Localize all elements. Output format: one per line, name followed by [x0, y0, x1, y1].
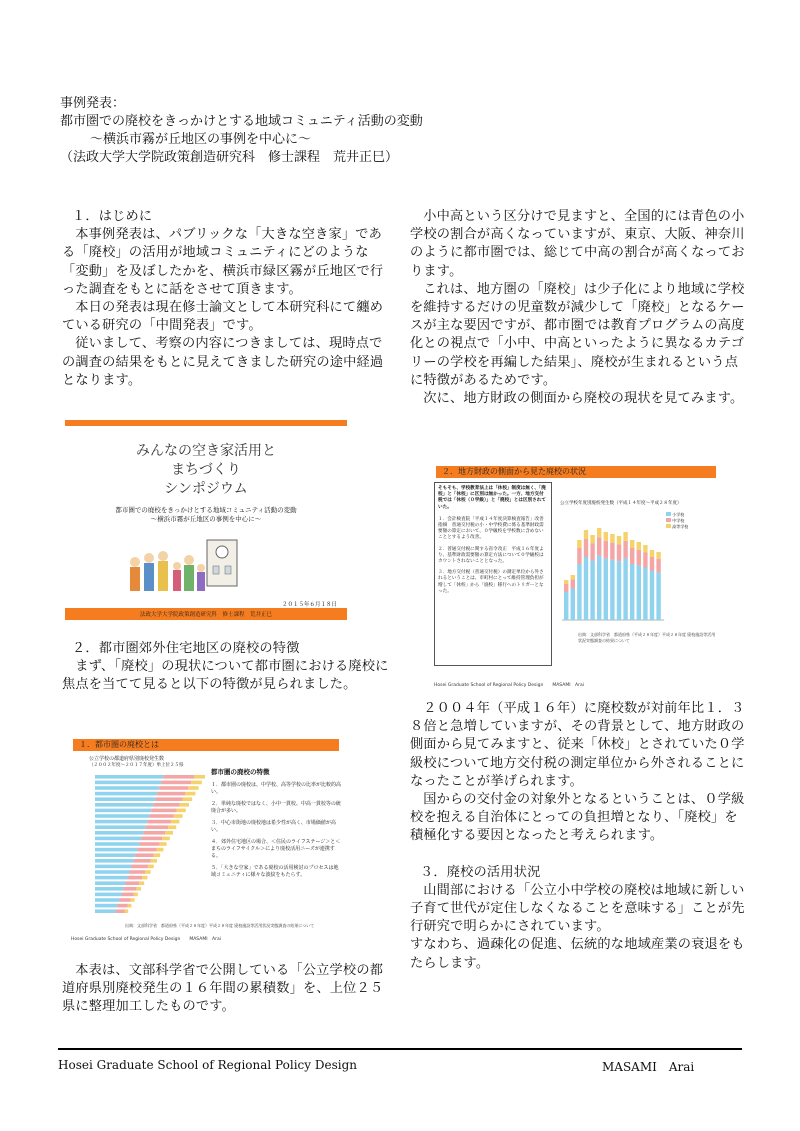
- chart-bar-segment: [159, 786, 188, 790]
- chart-bar-segment: [95, 814, 149, 818]
- chart-bar-segment: [122, 893, 134, 897]
- chart-bar-segment: [145, 870, 151, 874]
- slide-local-finance: [428, 462, 724, 692]
- chart-bar-segment: [590, 561, 594, 621]
- chart-bar-segment: [95, 909, 116, 913]
- chart-bar-segment: [137, 848, 156, 852]
- family-illustration: [125, 532, 245, 596]
- slide-title-line: シンポジウム: [164, 481, 248, 497]
- chart-bar-segment: [617, 561, 621, 620]
- chart-bar-segment: [131, 898, 135, 902]
- paragraph: 小中高という区分けで見ますと、全国的には青色の小学校の割合が高くなっていますが、東京、大阪、神奈川のように都市圏では、総じて中高の割合が高くなっております。: [410, 209, 745, 279]
- chart-bar-segment: [584, 557, 588, 620]
- section-heading-2: ２．都市圏郊外住宅地区の廃校の特徴: [72, 641, 300, 656]
- chart-bar-segment: [180, 803, 189, 807]
- chart-bar-segment: [95, 848, 137, 852]
- yearly-closures-chart: [558, 510, 718, 630]
- chart-bar-segment: [656, 572, 660, 620]
- chart-bar-segment: [127, 876, 142, 880]
- header-label: 事例発表：: [60, 96, 126, 111]
- chart-bar-segment: [95, 775, 163, 779]
- chart-bar-segment: [157, 792, 185, 796]
- section-heading-3: ３．廃校の活用状況: [420, 864, 541, 880]
- slide-source: 出典：文部科学省 都道府県（平成２８年度）平成２８年度 廃校施設等活用状況実態調査の結果について: [578, 632, 716, 643]
- prefecture-closures-chart: [73, 771, 213, 923]
- chart-bar-segment: [564, 592, 568, 620]
- chart-title: 公立学校年度別廃校発生数（平成１４年度〜平成２８年度）: [560, 501, 682, 506]
- paper-title: 都市圏での廃校をきっかけとする地域コミュニティ活動の変動: [60, 114, 423, 129]
- slide-symposium-title: [65, 420, 347, 620]
- chart-bar-segment: [577, 548, 581, 564]
- finance-item: ３．地方交付税（普通交付税）の測定単位から外されるということは、市町村にとって維持管理負担が増して「休校」から「廃校」移行へのトリガーとなった。: [438, 570, 544, 594]
- paragraph: 本事例発表は、パブリックな「大きな空き家」である「廃校」の活用が地域コミュニティにどのような「変動」を及ぼしたかを、横浜市緑区霧が丘地区で行った調査をもとに話をさせて頂きます。: [62, 227, 384, 297]
- chart-bar-segment: [141, 837, 162, 841]
- slide-date: ２０１５年６月１８日: [281, 602, 337, 608]
- right-column-bottom: [410, 700, 748, 973]
- chart-bar-segment: [95, 792, 157, 796]
- chart-bar-segment: [590, 544, 594, 561]
- chart-bar-segment: [126, 881, 140, 885]
- paragraph: すなわち、過疎化の促進、伝統的な地域産業の衰退をもたらします。: [410, 937, 745, 971]
- chart-bar-segment: [590, 535, 594, 544]
- chart-bar-segment: [163, 775, 194, 779]
- chart-bar-segment: [630, 564, 634, 620]
- left-column-bottom: [62, 962, 392, 1017]
- chart-bar-segment: [162, 837, 169, 841]
- chart-bar-segment: [153, 803, 179, 807]
- chart-bar-segment: [139, 881, 144, 885]
- right-column: [410, 208, 748, 408]
- chart-bar-segment: [584, 539, 588, 557]
- finance-intro: そもそも、学校教育法上は「休校」制度は無く、「廃校」と「休校」に区別は無かった。一方、地方交付税では「休校（０学級）」と「廃校」とは区別されていた。: [438, 486, 546, 510]
- feature-item: ５．「大きな空家」である廃校の活用検討のプロセスは地域コミュニティに様々な波紋をもたらす。: [211, 865, 339, 878]
- section-heading-1: １．はじめに: [72, 209, 153, 224]
- chart-bar-segment: [95, 809, 151, 813]
- chart-bar-segment: [135, 853, 153, 857]
- slide-top-bar: [65, 420, 347, 426]
- chart-bar-segment: [129, 870, 145, 874]
- chart-bar-segment: [145, 825, 168, 829]
- legend-item: 中学校: [672, 518, 685, 523]
- chart-bar-segment: [95, 781, 161, 785]
- chart-bar-segment: [95, 859, 133, 863]
- chart-bar-segment: [133, 859, 150, 863]
- chart-bar-segment: [95, 904, 118, 908]
- chart-bar-segment: [168, 825, 176, 829]
- chart-bar-segment: [171, 820, 179, 824]
- chart-subtitle: （２００２年度〜２０１７年度）単上位２５県: [89, 763, 184, 768]
- chart-bar-segment: [630, 540, 634, 548]
- chart-bar-segment: [650, 557, 654, 571]
- chart-bar-segment: [95, 887, 124, 891]
- chart-bar-segment: [95, 803, 153, 807]
- left-column: [62, 208, 390, 390]
- chart-bar-segment: [174, 814, 183, 818]
- footer-institution: Hosei Graduate School of Regional Policy Design: [58, 1058, 357, 1072]
- paper-author: （法政大学大学院政策創造研究科 修士課程 荒井正巳）: [60, 150, 399, 165]
- chart-bar-segment: [564, 584, 568, 592]
- chart-bar-segment: [188, 786, 198, 790]
- paragraph: まず、「廃校」の現状について都市圏における廃校に焦点を当てて見ると以下の特徴が見られました。: [62, 659, 389, 693]
- chart-bar-segment: [154, 853, 161, 857]
- chart-bar-segment: [182, 797, 192, 801]
- chart-bar-segment: [95, 831, 143, 835]
- chart-bar-segment: [95, 865, 131, 869]
- chart-bar-segment: [95, 837, 141, 841]
- slide-title-line: まちづくり: [171, 462, 241, 478]
- paragraph: 次に、地方財政の側面から廃校の現状を見てみます。: [423, 391, 744, 407]
- chart-bar-segment: [95, 876, 127, 880]
- chart-bar-segment: [148, 865, 154, 869]
- chart-bar-segment: [177, 809, 186, 813]
- slide-subtitle: 〜横浜市霧が丘地区の事例を中心に〜: [150, 515, 262, 523]
- chart-bar-segment: [95, 786, 159, 790]
- slide-section-bar: １．都市圏の廃校とは: [73, 739, 339, 751]
- chart-bar-segment: [656, 559, 660, 573]
- chart-bar-segment: [120, 898, 131, 902]
- chart-bar-segment: [571, 575, 575, 580]
- chart-bar-segment: [128, 904, 132, 908]
- chart-title: 公立学校の都道府県別廃校発生数: [89, 756, 165, 762]
- legend-item: 高等学校: [672, 524, 689, 529]
- chart-bar-segment: [564, 580, 568, 584]
- chart-bar-segment: [116, 909, 125, 913]
- paragraph: 本表は、文部科学省で公開している「公立学校の都道府県別廃校発生の１６年間の累積数」を、上位２５県に整理加工したものです。: [62, 963, 384, 1015]
- chart-bar-segment: [623, 558, 627, 620]
- chart-bar-segment: [597, 528, 601, 537]
- paragraph: 国からの交付金の対象外となるということは、０学級校を抱える自治体にとっての負担増となり、「廃校」を積極化する要因となったと考えられます。: [410, 792, 745, 844]
- chart-bar-segment: [165, 831, 173, 835]
- feature-item: ４．郊外住宅地区の場合、＜住民のライフステージ＞と＜まちのライフサイクル＞により廃校活用ニーズが連携する。: [211, 839, 341, 859]
- chart-bar-segment: [95, 853, 135, 857]
- slide-footer: Hosei Graduate School of Regional Policy Design MASAMI Arai: [71, 937, 221, 942]
- chart-bar-segment: [155, 797, 182, 801]
- left-column-section-2: [62, 640, 392, 695]
- chart-bar-segment: [95, 881, 126, 885]
- chart-bar-segment: [650, 571, 654, 620]
- paragraph: 従いまして、考察の内容につきましては、現時点での調査の結果をもとに見えてきました研究の途中経過となります。: [62, 336, 384, 388]
- chart-bar-segment: [643, 568, 647, 621]
- paragraph: ２００４年（平成１６年）に廃校数が対前年比１．３８倍と急増していますが、その背景として、地方財政の側面から見てみますと、従来「休校」とされていた０学級校について地方交付税の測定単位から外されることになったことが挙げられます。: [410, 701, 745, 789]
- chart-bar-segment: [597, 556, 601, 620]
- chart-bar-segment: [604, 541, 608, 559]
- chart-bar-segment: [191, 781, 202, 785]
- slide-urban-school-closures: [65, 735, 347, 945]
- chart-bar-segment: [610, 543, 614, 560]
- slide-footer: Hosei Graduate School of Regional Policy Design MASAMI Arai: [434, 683, 584, 688]
- finance-item: ２．普通交付税に関する省令改正 平成１６年度より、基準財政需要額の算定方法について０学級校はカウントされないこととなった。: [438, 546, 544, 565]
- chart-bar-segment: [118, 904, 128, 908]
- paragraph: 本日の発表は現在修士論文として本研究科にて纏めている研究の「中間発表」です。: [62, 300, 384, 334]
- chart-bar-segment: [95, 797, 155, 801]
- chart-bar-segment: [139, 842, 159, 846]
- finance-box: [434, 482, 552, 666]
- chart-bar-segment: [571, 589, 575, 621]
- chart-bar-segment: [157, 848, 164, 852]
- chart-legend: [666, 512, 688, 530]
- chart-bar-segment: [151, 859, 157, 863]
- legend-item: 小学校: [672, 512, 685, 517]
- chart-bar-segment: [95, 893, 122, 897]
- chart-bar-segment: [95, 820, 147, 824]
- chart-bar-segment: [577, 540, 581, 548]
- chart-bar-segment: [142, 876, 147, 880]
- feature-item: ２．単純な廃校ではなく、小中一貫校、中高一貫校等の統廃合が多い。: [211, 801, 341, 814]
- chart-bar-segment: [577, 564, 581, 620]
- chart-bar-segment: [95, 842, 139, 846]
- feature-item: ３．中心市街地の廃校地は希少性が高く、市場価値が高い。: [211, 820, 336, 833]
- finance-item: １．会計検査院「平成１４年度決算検査報告」改善指摘 普通交付税の小・中学校費に係る基準財政需要額の算定において、０学級校を学校数に含めないこととするよう改善。: [438, 516, 544, 541]
- features-title: 都市圏の廃校の特徴: [211, 768, 270, 776]
- chart-bar-segment: [650, 550, 654, 557]
- chart-bar-segment: [643, 545, 647, 553]
- slide-title-line: みんなの空き家活用と: [136, 443, 276, 459]
- chart-bar-segment: [159, 842, 166, 846]
- chart-bar-segment: [623, 541, 627, 559]
- chart-bar-segment: [161, 781, 191, 785]
- chart-bar-segment: [134, 893, 138, 897]
- chart-bar-segment: [143, 831, 165, 835]
- feature-item: １．都市圏の廃校は、中学校、高等学校の比率が比較的高い。: [211, 782, 342, 795]
- chart-bar-segment: [643, 553, 647, 568]
- slide-source: 出典：文部科学省 都道府県（平成２８年度）平成２８年度 廃校施設等活用状況実態調査の結果について: [125, 923, 315, 928]
- chart-bar-segment: [617, 536, 621, 544]
- chart-bar-segment: [584, 530, 588, 539]
- paragraph: 山間部における「公立小中学校の廃校は地域に新しい子育て世代が定住しなくなることを意味する」ことが先行研究で明らかにされています。: [410, 882, 745, 935]
- slide-section-bar: ２．地方財政の側面から見た廃校の状況: [436, 466, 716, 478]
- slide-presenter: 法政大学大学院政策創造研究科 修士課程 荒井正巳: [139, 612, 272, 618]
- chart-bar-segment: [131, 865, 147, 869]
- chart-bar-segment: [151, 809, 176, 813]
- chart-bar-segment: [95, 825, 145, 829]
- footer-author: MASAMI Arai: [602, 1060, 695, 1074]
- slide-subtitle: 都市圏での廃校をきっかけとする地域コミュニティ活動の変動: [115, 506, 297, 514]
- chart-bar-segment: [637, 542, 641, 550]
- chart-bar-segment: [95, 898, 120, 902]
- paper-header: [60, 95, 423, 167]
- chart-bar-segment: [637, 565, 641, 620]
- chart-bar-segment: [185, 792, 195, 796]
- paragraph: これは、地方圏の「廃校」は少子化により地域に学校を維持するだけの児童数が減少して「廃校」となるケースが主な要因ですが、都市圏では教育プログラムの高度化との視点で「小中、中高といったように異なるカテゴリーの学校を再編した結果」、廃校が生まれるという点に特徴があるためです。: [410, 281, 745, 388]
- chart-bar-segment: [610, 560, 614, 620]
- chart-bar-segment: [610, 534, 614, 543]
- chart-bar-segment: [637, 550, 641, 566]
- chart-bar-segment: [147, 820, 171, 824]
- chart-bar-segment: [124, 887, 137, 891]
- chart-bar-segment: [656, 552, 660, 559]
- footer-rule: [58, 1048, 742, 1050]
- chart-bar-segment: [136, 887, 141, 891]
- chart-bar-segment: [630, 548, 634, 564]
- chart-bar-segment: [95, 870, 129, 874]
- chart-bar-segment: [571, 580, 575, 589]
- chart-bar-segment: [617, 544, 621, 561]
- chart-bar-segment: [623, 532, 627, 541]
- chart-bar-segment: [597, 537, 601, 555]
- features-box: [211, 769, 341, 879]
- chart-bar-segment: [125, 909, 128, 913]
- chart-bar-segment: [149, 814, 174, 818]
- chart-bar-segment: [604, 532, 608, 541]
- chart-bar-segment: [604, 558, 608, 620]
- chart-bar-segment: [194, 775, 205, 779]
- paper-subtitle: 〜横浜市霧が丘地区の事例を中心に〜: [90, 132, 312, 147]
